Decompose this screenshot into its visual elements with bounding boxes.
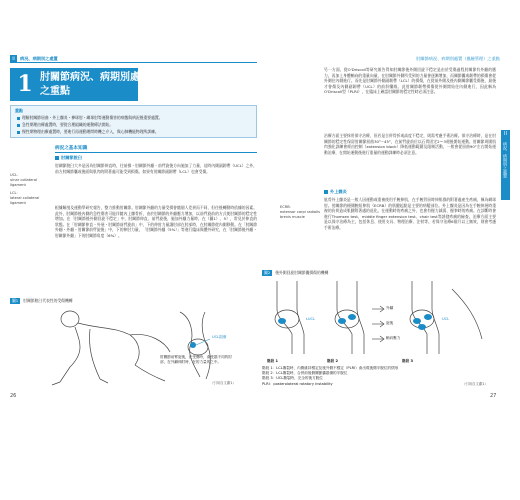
left-running-header bbox=[10, 55, 257, 63]
stage-1-label: 階段 1 bbox=[267, 359, 278, 363]
key-points-title: 重點 bbox=[15, 108, 23, 113]
figure-1-callout-text: 肘關節前臂旋後，在受傷時，會受損不同的肘部，在外翻伸肘時，在的力量的之中。 bbox=[160, 355, 232, 365]
part-tag: II bbox=[10, 55, 17, 62]
figure-2-label-lucl: LUCL bbox=[306, 317, 315, 321]
right-page bbox=[262, 55, 510, 410]
bullet-icon bbox=[17, 124, 20, 127]
key-point-3: 慢性期物理由療處置時，要進行再運動理問時機之介入，與心肺機能物理所訓練。 bbox=[17, 129, 159, 135]
right-running-header: 肘關節病況、病期別處置（風險管理）之重點 bbox=[416, 56, 500, 61]
sidebar-abbr-ucl: UCL： ulnar collateral ligament bbox=[10, 173, 38, 187]
left-page bbox=[10, 55, 257, 410]
right-paragraph-1: 另一方面，從O'Driscoll等研究報告得知肘關節後外側回旋不穩定是由於受傷過程肘關節有外翻的應力。再加上身體軸向的重量向量，在肘關節外側所受到的力量會逐漸增加，而關節囊或韌帶的損傷會從外側往內側進行。而先是肘關節外側副韌帶（LCL）的損傷，在從前外側及後內側關節囊受傷後，最後才會傷及內側副韌帶（UCL）的前斜纖維。此肘關節韌帶損傷從外側開始往內側進行，因此稱為O'Driscoll型（PLRI），在臨床上確認肘關節的穩定性時必須注意。 bbox=[324, 67, 496, 95]
figure-1-label: 圖1 bbox=[12, 298, 19, 303]
stage-3-label: 階段 3 bbox=[402, 359, 413, 363]
key-point-2: 急性期理由療處置時，要從合理組織的運動療法開始。 bbox=[17, 122, 113, 128]
key-point-1: 理解肘關節屈曲・外上髁炎・棒球肘・網球肘等運動傷害的病態與病況後重要處置。 bbox=[17, 115, 162, 121]
stage-2-label: 階段 2 bbox=[327, 359, 338, 363]
figure-2-source: （引用自文獻1） bbox=[462, 382, 488, 386]
page-number-right: 27 bbox=[490, 393, 497, 399]
chapter-title-block bbox=[10, 68, 192, 101]
ucl-marker-icon bbox=[190, 342, 196, 348]
right-paragraph-3: 肱骨外上髁炎是一般人因運動或重複使用手腕伸肌，在手腕背屈時伸肌群的附著處產生疼痛，稱為網球肘。肘關節的橈側腕短伸肌（ECRB）的肌腱起點是主要的病變部位。外上髁炎是因為在手腕伸展時重複的負荷造成肌腱附著處的退化。在運動時的疼痛之外，也會有握力減弱、握拳時的疼痛。在診斷時會進行Thomsen test、middle finger extension test、chair test等誘發疼痛的檢查。治療方面主要是以保守治療為主，包括休息、使用支具、物理治療、注射等。若保守治療6個月以上無效，則會考慮手術治療。 bbox=[324, 197, 496, 230]
paragraph-1: 肘關節脫臼大多是因為肘關節伸直時，往前撐・肘關節外翻・前臂旋後方向施加了力量，這時內側副韌帶（UCL）之外，前方肘關節囊或後面與肌肉的附著處可能受到損傷。如果有肘關節副韌帶（LCL）也會受傷。 bbox=[55, 163, 257, 174]
square-bullet-icon bbox=[324, 190, 328, 194]
chapter-number: 1 bbox=[17, 71, 33, 97]
figure-2-note-1: 階段 1：LCL撕裂時，內側維持穩定及後外側不穩定（PLRI）會出現後側半脫位的情形 bbox=[262, 366, 399, 370]
part-title: 病況、病期別之處置 bbox=[20, 56, 58, 61]
square-bullet-icon bbox=[55, 156, 59, 160]
subsection-heading: 肘關節脫臼 bbox=[55, 155, 82, 161]
figure-2-label-supination: 旋後 bbox=[386, 321, 394, 325]
chapter-title-line2: 之重點 bbox=[40, 86, 70, 97]
figure-2-caption: 圖2 後外側回旋肘關節囊損傷的機轉 bbox=[264, 270, 329, 275]
section-heading-basics: 病況之基本知識 bbox=[55, 145, 257, 153]
sidebar-abbr-ecrb: ECRB： extensor carpi radialis brevis muscle bbox=[280, 205, 320, 219]
figure-1-source: （引用自文獻1） bbox=[210, 381, 236, 385]
bullet-icon bbox=[17, 131, 20, 134]
figure-2-label-ucl: UCL bbox=[442, 317, 450, 321]
sidebar-abbr-lcl: LCL： lateral collateral ligament bbox=[10, 191, 40, 205]
figure-2-abbr: PLRI：posterolateral rotatory instability bbox=[262, 382, 333, 386]
figure-2-label-axial: 軸向壓力 bbox=[386, 336, 401, 340]
figure-1-callout-ucl: UCL損傷 bbox=[212, 335, 227, 339]
figure-2-label: 圖2 bbox=[264, 270, 271, 275]
figure-2-illustration bbox=[262, 279, 494, 357]
bullet-icon bbox=[17, 117, 20, 120]
right-subsection-heading: 外上髁炎 bbox=[324, 189, 347, 195]
right-paragraph-2: 治療方面主要採用保守治療，但若是合併骨折或高度不穩定，則需考慮手術治療。保守治療時，是在肘關節的穩定性保留肘關節屈曲30°~45°，在前臂旋前位以石膏固定2～3週後開始運動。肘關節周圍肌肉強化訓練會經由控制（extension block）降低運動範圍及限制活動，一般會從屈曲90°左右開始運動治療，在開始運動後進行重量的運動訓練時必須注意。 bbox=[324, 133, 496, 155]
chapter-title-line1: 肘關節病況、病期別處置（風險管理） bbox=[40, 72, 192, 83]
figure-2-note-3: 階段 3：UCL撕裂時，完全的後方脫位 bbox=[262, 376, 323, 380]
side-tab-label: 病況、病期別之處置 bbox=[503, 142, 508, 178]
figure-2-label-valgus: 外翻 bbox=[386, 306, 394, 310]
figure-1-caption: 圖1 肘關節脫臼代表性的受傷機轉 bbox=[12, 298, 73, 303]
paragraph-2: 根據解剖及運動學研究報告，整力推動肘關節。肘關節外翻的力量受損會隨個人差異而不同，但往後轉動時依據的因素。此外，肘關節後內側的急性傷害可能伴隨內上髁骨折，由於肘關節的外翻應力增加，以前臂旋前的方式使肘關節的穩定性增加。在「肘關節後外側回旋不穩定」中，肘關節伸直、前臂旋後，施加外翻力量時，在（圖1）、5），常見於伸直的狀態。在「肘關節伸直・外展・肘關節前臂旋前」中，下的伸肘力量讓肘部在肘部時，在肘關節從內側移動。在「肘關節外翻・外翻・肘關節前臂旋後」中，下的伸肘力量，「肘關節外翻（5%）」等進行臨床與體外研究，在「肘關節後外翻・肘關節外翻」下的肘關節角度（6%）。 bbox=[55, 205, 257, 238]
key-points-box bbox=[10, 105, 257, 138]
chapter-side-tab bbox=[501, 130, 510, 200]
page-number-left: 26 bbox=[10, 393, 17, 399]
figure-2-note-2: 階段 2：LCL撕裂時，合併前後側關節囊損傷的半脫位 bbox=[262, 371, 348, 375]
side-tab-number: II bbox=[504, 131, 507, 137]
